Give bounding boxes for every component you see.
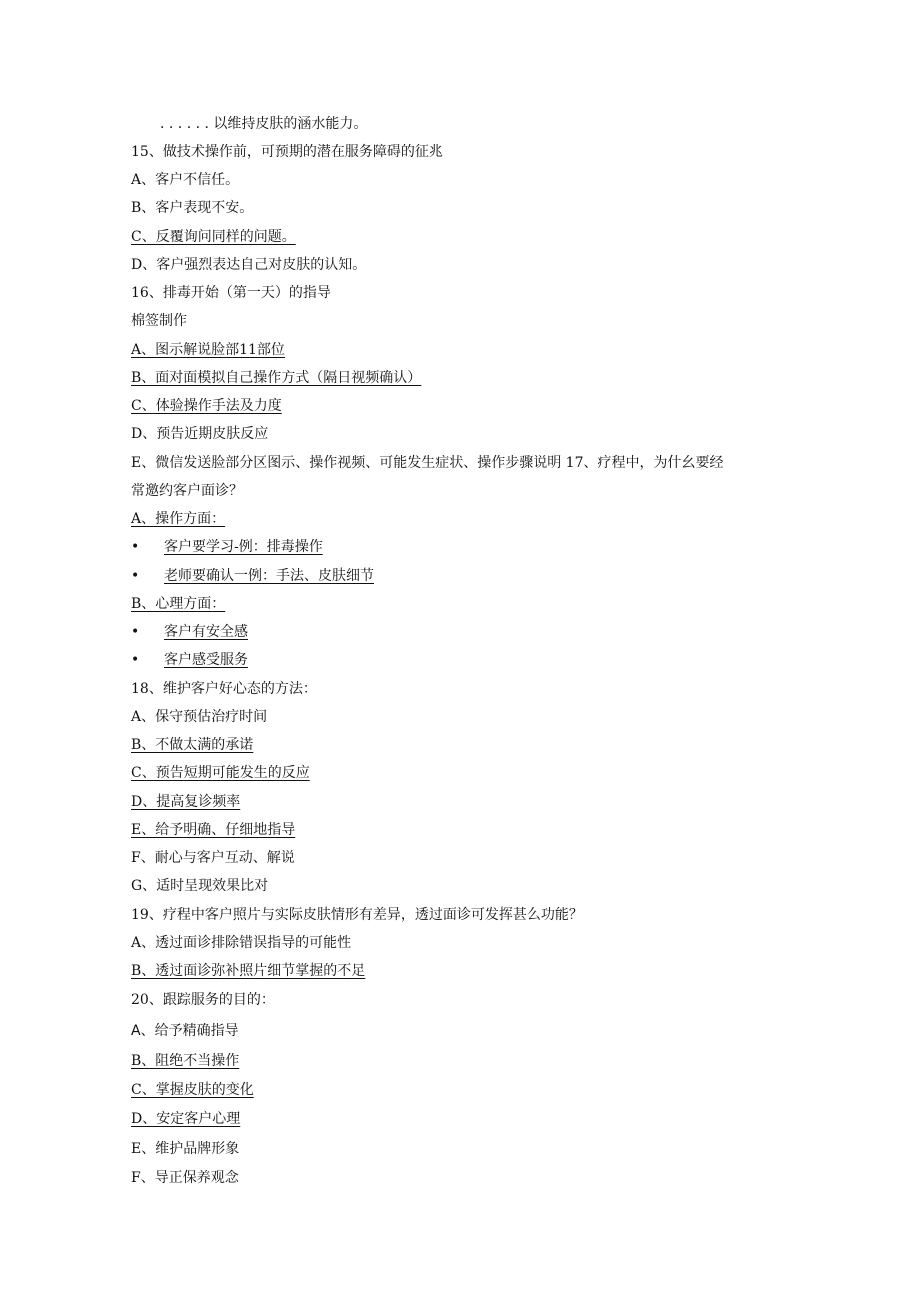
list-item-text: 老师要确认一例：手法、皮肤细节 [164, 568, 374, 584]
option-20-d: D、安定客户心理 [131, 1111, 241, 1127]
option-15-d: D、客户强烈表达自己对皮肤的认知。 [131, 257, 367, 273]
option-18-b: B、不做太满的承诺 [131, 737, 254, 753]
option-16-b: B、面对面模拟自己操作方式（隔日视频确认） [131, 370, 422, 386]
option-17-b: B、心理方面： [131, 596, 226, 612]
question-17-continued: 常邀约客户面诊？ [131, 483, 243, 499]
option-letter: A [131, 1023, 141, 1039]
question-18: 18、维护客户好心态的方法： [131, 681, 317, 697]
option-16-e: E、微信发送脸部分区图示、操作视频、可能发生症状、操作步骤说明 17、疗程中，为什幺要经 [131, 455, 724, 471]
option-20-a [131, 1022, 239, 1040]
option-18-c: C、预告短期可能发生的反应 [131, 765, 310, 781]
question-16-subtitle: 棉签制作 [131, 313, 187, 329]
option-text: 、给予精确指导 [140, 1023, 239, 1039]
option-15-b: B、客户表现不安。 [131, 200, 254, 216]
option-16-a: A、图示解说脸部11部位 [131, 342, 285, 358]
option-20-c: C、掌握皮肤的变化 [131, 1082, 254, 1098]
option-19-a: A、透过面诊排除错误指导的可能性 [131, 935, 352, 951]
option-15-c: C、反覆询问同样的问题。 [131, 229, 296, 245]
question-16: 16、排毒开始（第一天）的指导 [131, 285, 331, 301]
option-16-d: D、预告近期皮肤反应 [131, 426, 269, 442]
option-20-f: F、导正保养观念 [131, 1170, 239, 1186]
option-16-c: C、体验操作手法及力度 [131, 398, 282, 414]
question-20: 20、跟踪服务的目的： [131, 992, 275, 1008]
bullet-icon: • [131, 652, 140, 668]
option-18-a: A、保守预估治疗时间 [131, 709, 268, 725]
bullet-icon: • [131, 568, 140, 584]
option-20-b: B、阻绝不当操作 [131, 1053, 240, 1069]
option-17-a: A、操作方面： [131, 511, 226, 527]
option-15-a: A、客户不信任。 [131, 172, 240, 188]
option-18-e: E、给予明确、仔细地指导 [131, 822, 296, 838]
list-item-text: 客户感受服务 [164, 652, 248, 668]
text-line: . . . . . . 以维持皮肤的涵水能力。 [160, 116, 368, 132]
bullet-icon: • [131, 539, 140, 555]
option-20-e: E、维护品牌形象 [131, 1141, 240, 1157]
option-18-d: D、提高复诊频率 [131, 794, 241, 810]
question-19: 19、疗程中客户照片与实际皮肤情形有差异，透过面诊可发挥甚么功能？ [131, 907, 583, 923]
option-18-g: G、适时呈现效果比对 [131, 878, 269, 894]
list-item-text: 客户要学习-例：排毒操作 [164, 539, 323, 555]
bullet-icon: • [131, 624, 140, 640]
option-19-b: B、透过面诊弥补照片细节掌握的不足 [131, 963, 366, 979]
list-item-text: 客户有安全感 [164, 624, 248, 640]
question-15: 15、做技术操作前，可预期的潜在服务障碍的征兆 [131, 144, 443, 160]
option-18-f: F、耐心与客户互动、解说 [131, 850, 295, 866]
